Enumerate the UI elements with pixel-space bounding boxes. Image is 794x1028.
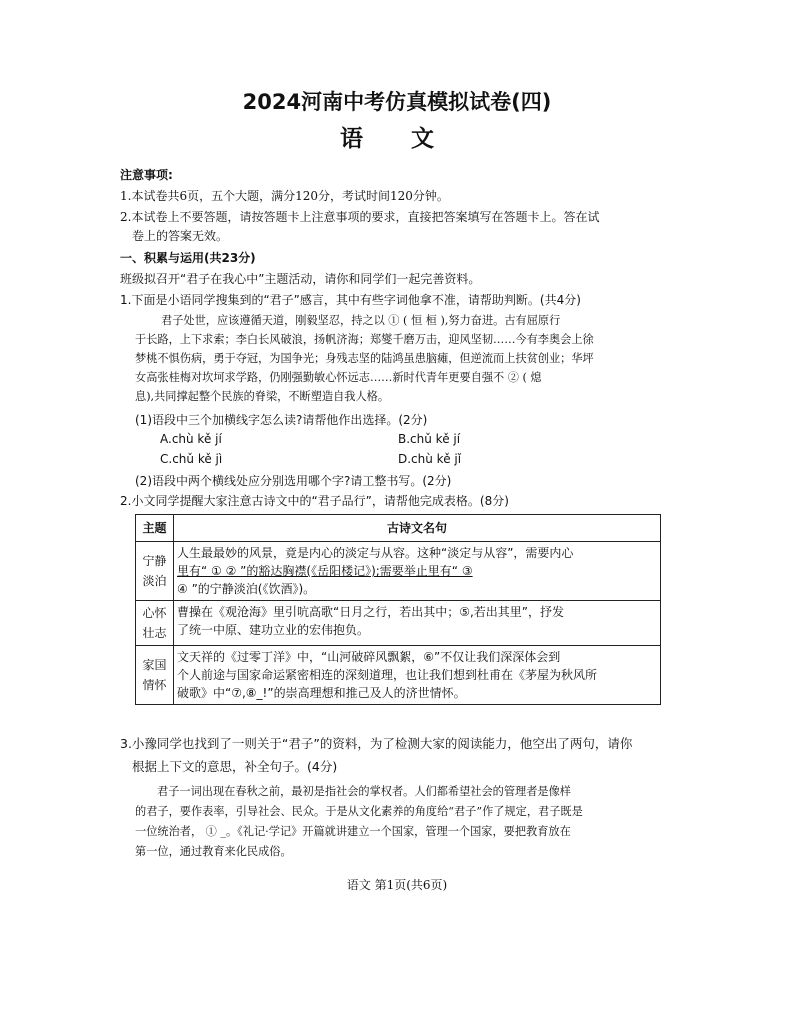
- cell-line: 人生最最妙的风景，竟是内心的淡定与从容。这种“淡定与从容”，需要内心: [177, 546, 574, 560]
- notice-item-1: 1.本试卷共6页，五个大题，满分120分，考试时间120分钟。: [120, 189, 449, 203]
- passage-line: 君子处世，应该遵循天道，刚毅坚忍，持之以 ① ( 恒 桓 ),努力奋进。古有屈原行: [161, 314, 561, 327]
- lines-cell: [174, 601, 661, 646]
- question-1-sub2: (2)语段中两个横线处应分别选用哪个字?请工整书写。(2分): [135, 474, 452, 488]
- cell-line: 破歌》中“⑦,⑧_!”的崇高理想和推己及人的济世情怀。: [177, 686, 466, 700]
- cell-line: 曹操在《观沧海》里引吭高歌“日月之行，若出其中；⑤,若出其里”，抒发: [177, 605, 565, 619]
- table-header-theme: 主题: [136, 515, 174, 542]
- section-intro: 班级拟召开“君子在我心中”主题活动，请你和同学们一起完善资料。: [120, 272, 481, 286]
- theme-text: 宁静: [142, 554, 167, 568]
- option-d: D.chù kě jǐ: [398, 452, 462, 466]
- theme-cell: [136, 646, 174, 705]
- cell-line: 了统一中原、建功立业的宏伟抱负。: [177, 623, 370, 637]
- question-2-stem: 2.小文同学提醒大家注意古诗文中的“君子品行”，请帮他完成表格。(8分): [120, 494, 509, 508]
- option-a: A.chù kě jí: [160, 432, 222, 446]
- cell-line: 个人前途与国家命运紧密相连的深刻道理，也让我们想到杜甫在《茅屋为秋风所: [177, 668, 598, 682]
- passage-line: 的君子，要作表率，引导社会、民众。于是从文化素养的角度给“君子”作了规定，君子既是: [135, 805, 583, 818]
- question-1-sub1: (1)语段中三个加横线字怎么读?请帮他作出选择。(2分): [135, 413, 428, 427]
- table-row: [136, 646, 661, 705]
- passage-line: 第一位，通过教育来化民成俗。: [135, 845, 292, 858]
- exam-title: 2024河南中考仿真模拟试卷(四): [242, 90, 552, 114]
- option-b: B.chǔ kě jí: [398, 432, 461, 446]
- notice-item-2: 2.本试卷上不要答题，请按答题卡上注意事项的要求，直接把答案填写在答题卡上。答在试: [120, 210, 600, 224]
- passage-line: 一位统治者， ① _。《礼记·学记》开篇就讲建立一个国家，管理一个国家，要把教育放在: [135, 825, 571, 838]
- notice-item-2-cont: 卷上的答案无效。: [132, 229, 229, 243]
- table-header-row: [136, 515, 661, 542]
- question-3-passage: [135, 782, 660, 862]
- theme-text: 家国: [142, 658, 167, 672]
- passage-line: 君子一词出现在春秋之前，最初是指社会的掌权者。人们都希望社会的管理者是像样: [157, 785, 571, 798]
- cell-line: 文天祥的《过零丁洋》中，“山河破碎风飘絮，⑥”不仅让我们深深体会到: [177, 650, 561, 664]
- passage-line: 梦桃不惧伤病，勇于夺冠，为国争光；身残志坚的陆鸿虽患脑瘫，但逆流而上扶贫创业；华坪: [135, 352, 594, 365]
- theme-text: 心怀: [142, 606, 167, 620]
- poetry-table: [135, 514, 661, 705]
- lines-cell: [174, 646, 661, 705]
- passage-line: 于长路，上下求索；李白长风破浪，扬帆济海；郑燮千磨万击，迎风坚韧……今有李奥会上徐: [135, 333, 594, 346]
- cell-line: 里有“ ① ② ”的豁达胸襟(《岳阳楼记》);需要举止里有“ ③: [177, 564, 473, 578]
- page-footer: 语文 第1页(共6页): [346, 878, 448, 892]
- question-3-stem: 3.小豫同学也找到了一则关于“君子”的资料，为了检测大家的阅读能力，他空出了两句，请你: [120, 736, 633, 751]
- theme-cell: [136, 542, 174, 601]
- passage-line: 女高张桂梅对坎坷求学路，仍刚强勤敏心怀远志……新时代青年更要自强不 ② ( 熄: [135, 371, 542, 384]
- passage-line: 息),共同撑起整个民族的脊梁，不断塑造自我人格。: [135, 390, 390, 403]
- theme-text: 情怀: [142, 678, 167, 692]
- question-1-passage: [135, 311, 660, 406]
- theme-text: 壮志: [142, 626, 167, 640]
- table-row: [136, 601, 661, 646]
- theme-text: 淡泊: [142, 574, 167, 588]
- theme-cell: [136, 601, 174, 646]
- lines-cell: [174, 542, 661, 601]
- question-3-stem-cont: 根据上下文的意思，补全句子。(4分): [132, 759, 338, 774]
- question-1-stem: 1.下面是小语同学搜集到的“君子”感言，其中有些字词他拿不准，请帮助判断。(共4分): [120, 293, 581, 307]
- section-heading: 一、积累与运用(共23分): [120, 251, 256, 265]
- option-c: C.chǔ kě jì: [160, 452, 223, 466]
- table-row: [136, 542, 661, 601]
- cell-line: ④ ”的宁静淡泊(《饮酒》)。: [177, 582, 316, 596]
- table-header-lines: 古诗文名句: [174, 515, 661, 542]
- subject-title: 语 文: [339, 125, 454, 152]
- notice-heading: 注意事项:: [120, 168, 173, 182]
